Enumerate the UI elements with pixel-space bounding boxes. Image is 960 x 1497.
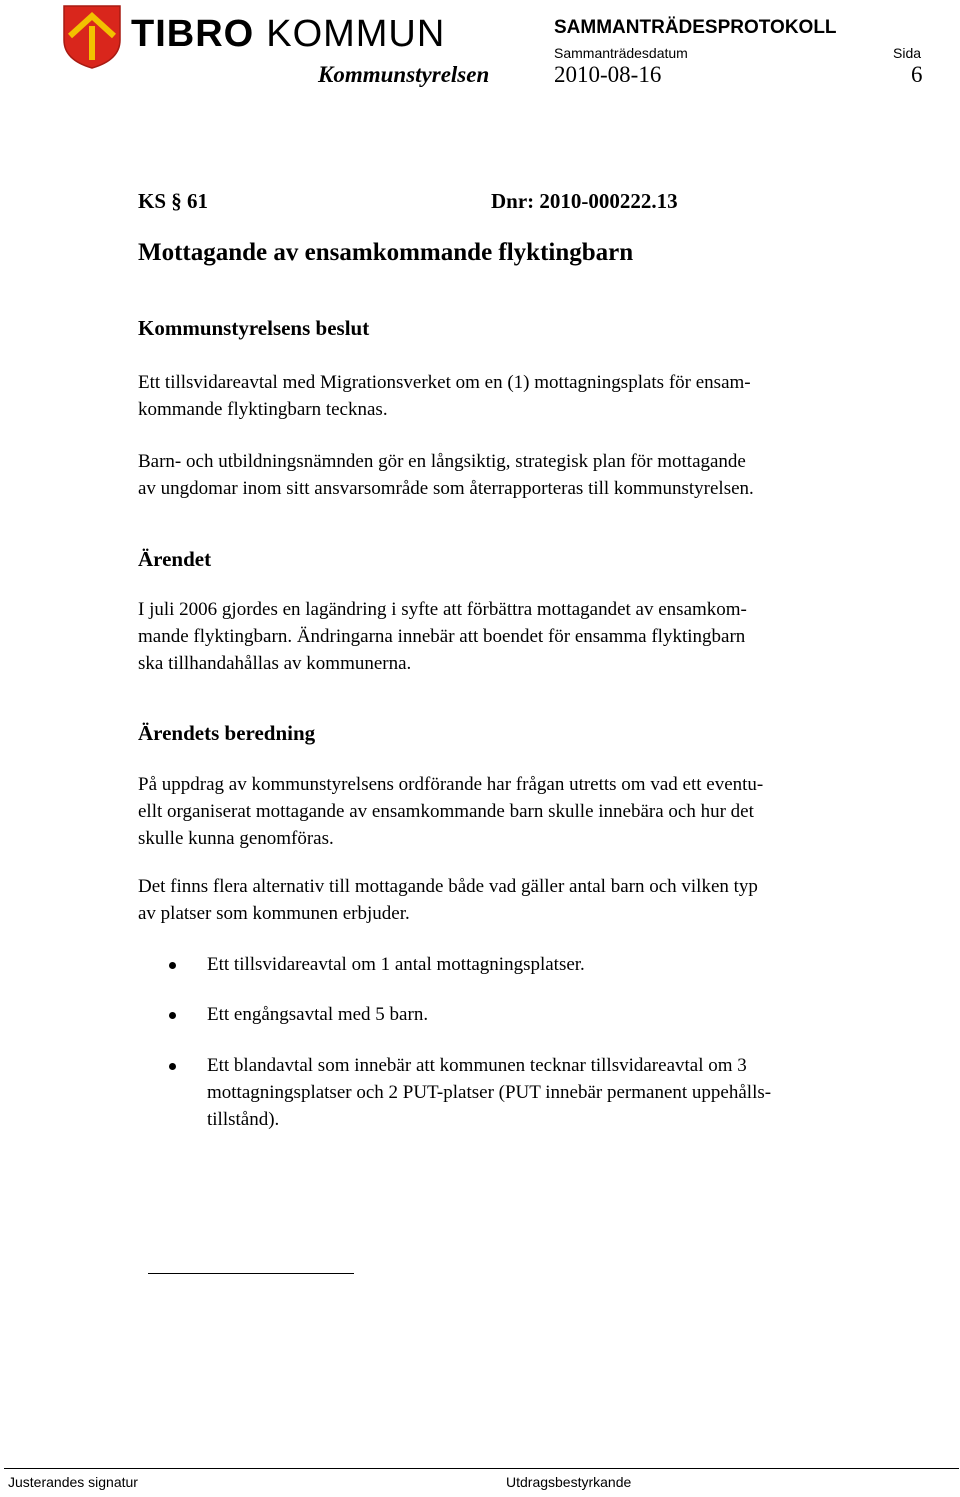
bullet-icon — [169, 1012, 176, 1019]
text-line: av platser som kommunen erbjuder. — [138, 903, 410, 924]
text-line: Barn- och utbildningsnämnden gör en långsiktig, strategisk plan för mottagande — [138, 451, 746, 472]
section-heading-beslut: Kommunstyrelsens beslut — [138, 316, 370, 340]
brand-wordmark — [131, 12, 445, 56]
protocol-title: SAMMANTRÄDESPROTOKOLL — [554, 17, 837, 38]
footer-signature-label: Justerandes signatur — [8, 1474, 138, 1490]
signature-rule — [148, 1273, 354, 1274]
arendet-paragraph — [138, 596, 898, 677]
brand-wordmark-bold: TIBRO — [131, 13, 255, 55]
case-title: Mottagande av ensamkommande flyktingbarn — [138, 239, 634, 266]
brand-wordmark-light: KOMMUN — [266, 13, 446, 55]
text-line: ellt organiserat mottagande av ensamkommande barn skulle innebära och hur det — [138, 801, 754, 822]
text-line: ska tillhandahållas av kommunerna. — [138, 653, 412, 674]
organ-name: Kommunstyrelsen — [318, 62, 490, 87]
footer-extract-label: Utdragsbestyrkande — [506, 1474, 632, 1490]
footer-rule — [4, 1468, 959, 1469]
section-heading-beredning: Ärendets beredning — [138, 721, 316, 745]
page-number: 6 — [911, 62, 923, 87]
list-item — [207, 1052, 907, 1133]
beredning-paragraph-1 — [138, 771, 898, 852]
beslut-paragraph-2 — [138, 448, 898, 502]
beslut-paragraph-1 — [138, 369, 898, 423]
municipal-coat-of-arms-icon — [62, 4, 122, 70]
meeting-date: 2010-08-16 — [554, 62, 662, 87]
bullet-icon — [169, 1063, 176, 1070]
section-heading-arendet: Ärendet — [138, 547, 212, 571]
paragraph-number: KS § 61 — [138, 189, 209, 213]
page-label: Sida — [893, 45, 922, 61]
text-line: I juli 2006 gjordes en lagändring i syfte att förbättra mottagandet av ensamkom- — [138, 599, 747, 620]
beredning-paragraph-2 — [138, 873, 898, 927]
list-item: Ett engångsavtal med 5 barn. — [207, 1004, 429, 1025]
text-line: mottagningsplatser och 2 PUT-platser (PUT innebär permanent uppehålls- — [207, 1082, 772, 1103]
text-line: skulle kunna genomföras. — [138, 828, 334, 849]
diary-number: Dnr: 2010-000222.13 — [491, 189, 678, 213]
text-line: Ett blandavtal som innebär att kommunen tecknar tillsvidareavtal om 3 — [207, 1055, 747, 1076]
text-line: Det finns flera alternativ till mottagande både vad gäller antal barn och vilken typ — [138, 876, 758, 897]
text-line: kommande flyktingbarn tecknas. — [138, 399, 388, 420]
bullet-icon — [169, 962, 176, 969]
text-line: av ungdomar inom sitt ansvarsområde som återrapporteras till kommunstyrelsen. — [138, 478, 754, 499]
text-line: tillstånd). — [207, 1109, 280, 1130]
text-line: På uppdrag av kommunstyrelsens ordförande har frågan utretts om vad ett eventu- — [138, 774, 764, 795]
text-line: mande flyktingbarn. Ändringarna innebär att boendet för ensamma flyktingbarn — [138, 626, 746, 647]
text-line: Ett tillsvidareavtal med Migrationsverket om en (1) mottagningsplats för ensam- — [138, 372, 751, 393]
list-item: Ett tillsvidareavtal om 1 antal mottagningsplatser. — [207, 954, 585, 975]
meeting-date-label: Sammanträdesdatum — [554, 45, 688, 61]
